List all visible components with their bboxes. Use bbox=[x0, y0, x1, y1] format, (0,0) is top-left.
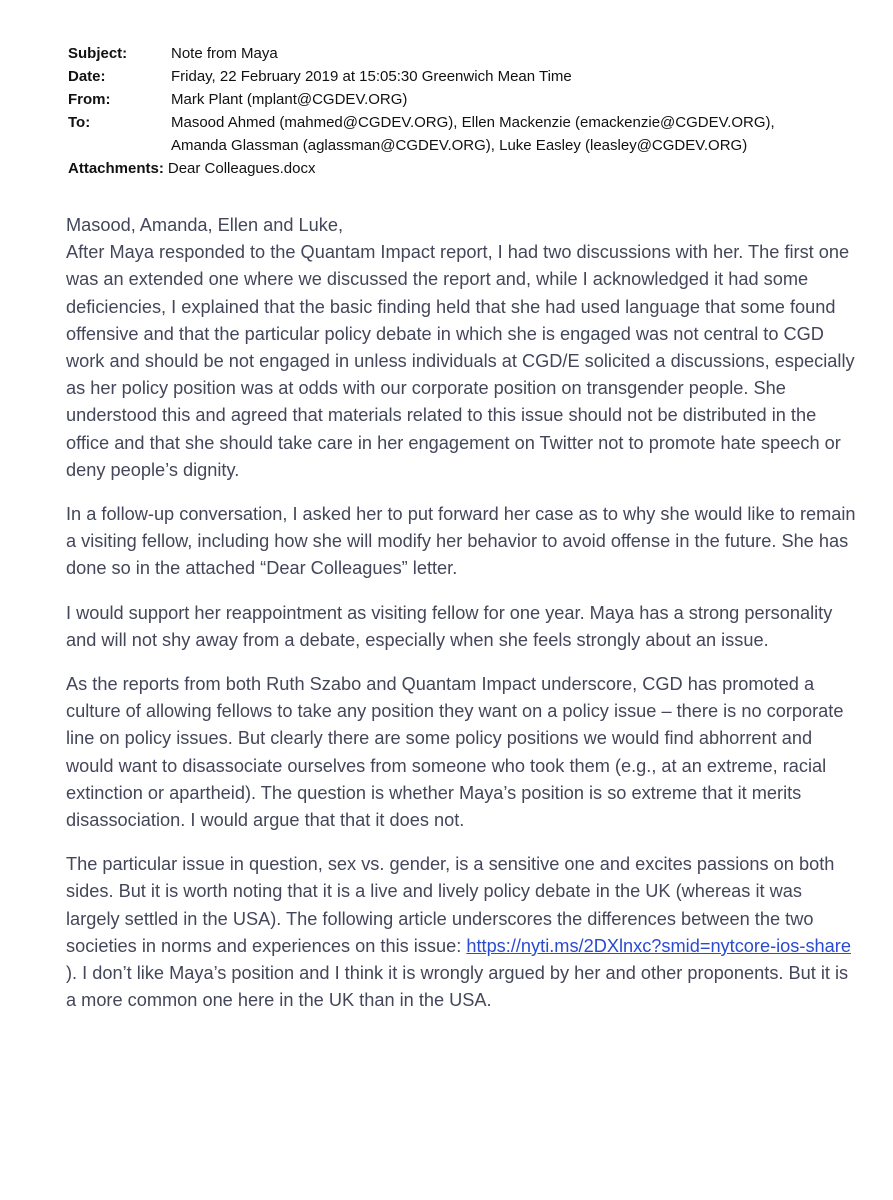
paragraph-5 bbox=[66, 851, 856, 1014]
to-line-2: Amanda Glassman (aglassman@CGDEV.ORG), Luke Easley (leasley@CGDEV.ORG) bbox=[171, 137, 748, 154]
paragraph-4: As the reports from both Ruth Szabo and Quantam Impact underscore, CGD has promoted a culture of allowing fellows to take any position they want on a policy issue – there is no corporate line on policy issues. But clearly there are some policy positions we would find abhorrent and would want to disassociate ourselves from someone who took them (e.g., at an extreme, racial extinction or apartheid). The question is whether Maya’s position is so extreme that it merits disassociation. I would argue that that it does not. bbox=[66, 674, 844, 831]
greeting: Masood, Amanda, Ellen and Luke, bbox=[66, 215, 344, 235]
subject-value: Note from Maya bbox=[171, 45, 278, 62]
paragraph-2: In a follow-up conversation, I asked her to put forward her case as to why she would like to remain a visiting fellow, including how she will modify her behavior to avoid offense in the future. She has done so in the attached “Dear Colleagues” letter. bbox=[66, 504, 856, 579]
date-row bbox=[68, 65, 868, 88]
from-row bbox=[68, 88, 868, 111]
from-value: Mark Plant (mplant@CGDEV.ORG) bbox=[171, 91, 408, 108]
to-row bbox=[68, 111, 868, 157]
paragraph-5-text-end: ). I don’t like Maya’s position and I think it is wrongly argued by her and other proponents. But it is a more common one here in the UK than in the USA. bbox=[66, 963, 849, 1011]
to-line-1: Masood Ahmed (mahmed@CGDEV.ORG), Ellen Mackenzie (emackenzie@CGDEV.ORG), bbox=[171, 114, 775, 131]
paragraph-1: After Maya responded to the Quantam Impact report, I had two discussions with her. The first one was an extended one where we discussed the report and, while I acknowledged it had some deficiencies, I explained that the basic finding held that she had used language that some found offensive and that the particular policy debate in which she is engaged was not central to CGD work and should be not engaged in unless individuals at CGD/E solicited a discussions, especially as her policy position was at odds with our corporate position on transgender people. She understood this and agreed that materials related to this issue should not be distributed in the office and that she should take care in her engagement on Twitter not to promote hate speech or deny people’s dignity. bbox=[66, 242, 855, 480]
paragraph-3: I would support her reappointment as visiting fellow for one year. Maya has a strong personality and will not shy away from a debate, especially when she feels strongly about an issue. bbox=[66, 602, 833, 650]
paragraph-5-text-start: The particular issue in question, sex vs. gender, is a sensitive one and excites passions on both sides. But it is worth noting that it is a live and lively policy debate in the UK (whereas it was largely settled in the USA). The following article underscores the differences between the two societies in norms and experiences on this issue: bbox=[66, 854, 835, 956]
to-value bbox=[171, 111, 868, 157]
to-label: To: bbox=[68, 114, 91, 131]
email-header bbox=[68, 42, 868, 180]
attachment-file[interactable]: Dear Colleagues.docx bbox=[167, 160, 316, 177]
subject-row bbox=[68, 42, 868, 65]
subject-label: Subject: bbox=[68, 45, 128, 62]
date-label: Date: bbox=[68, 68, 106, 85]
article-link[interactable]: https://nyti.ms/2DXlnxc?smid=nytcore-ios-share bbox=[466, 935, 851, 956]
attachments-row bbox=[68, 157, 868, 180]
email-body bbox=[66, 212, 856, 1014]
from-label: From: bbox=[68, 91, 111, 108]
attachments-label: Attachments: bbox=[68, 160, 164, 177]
date-value: Friday, 22 February 2019 at 15:05:30 Greenwich Mean Time bbox=[171, 68, 572, 85]
